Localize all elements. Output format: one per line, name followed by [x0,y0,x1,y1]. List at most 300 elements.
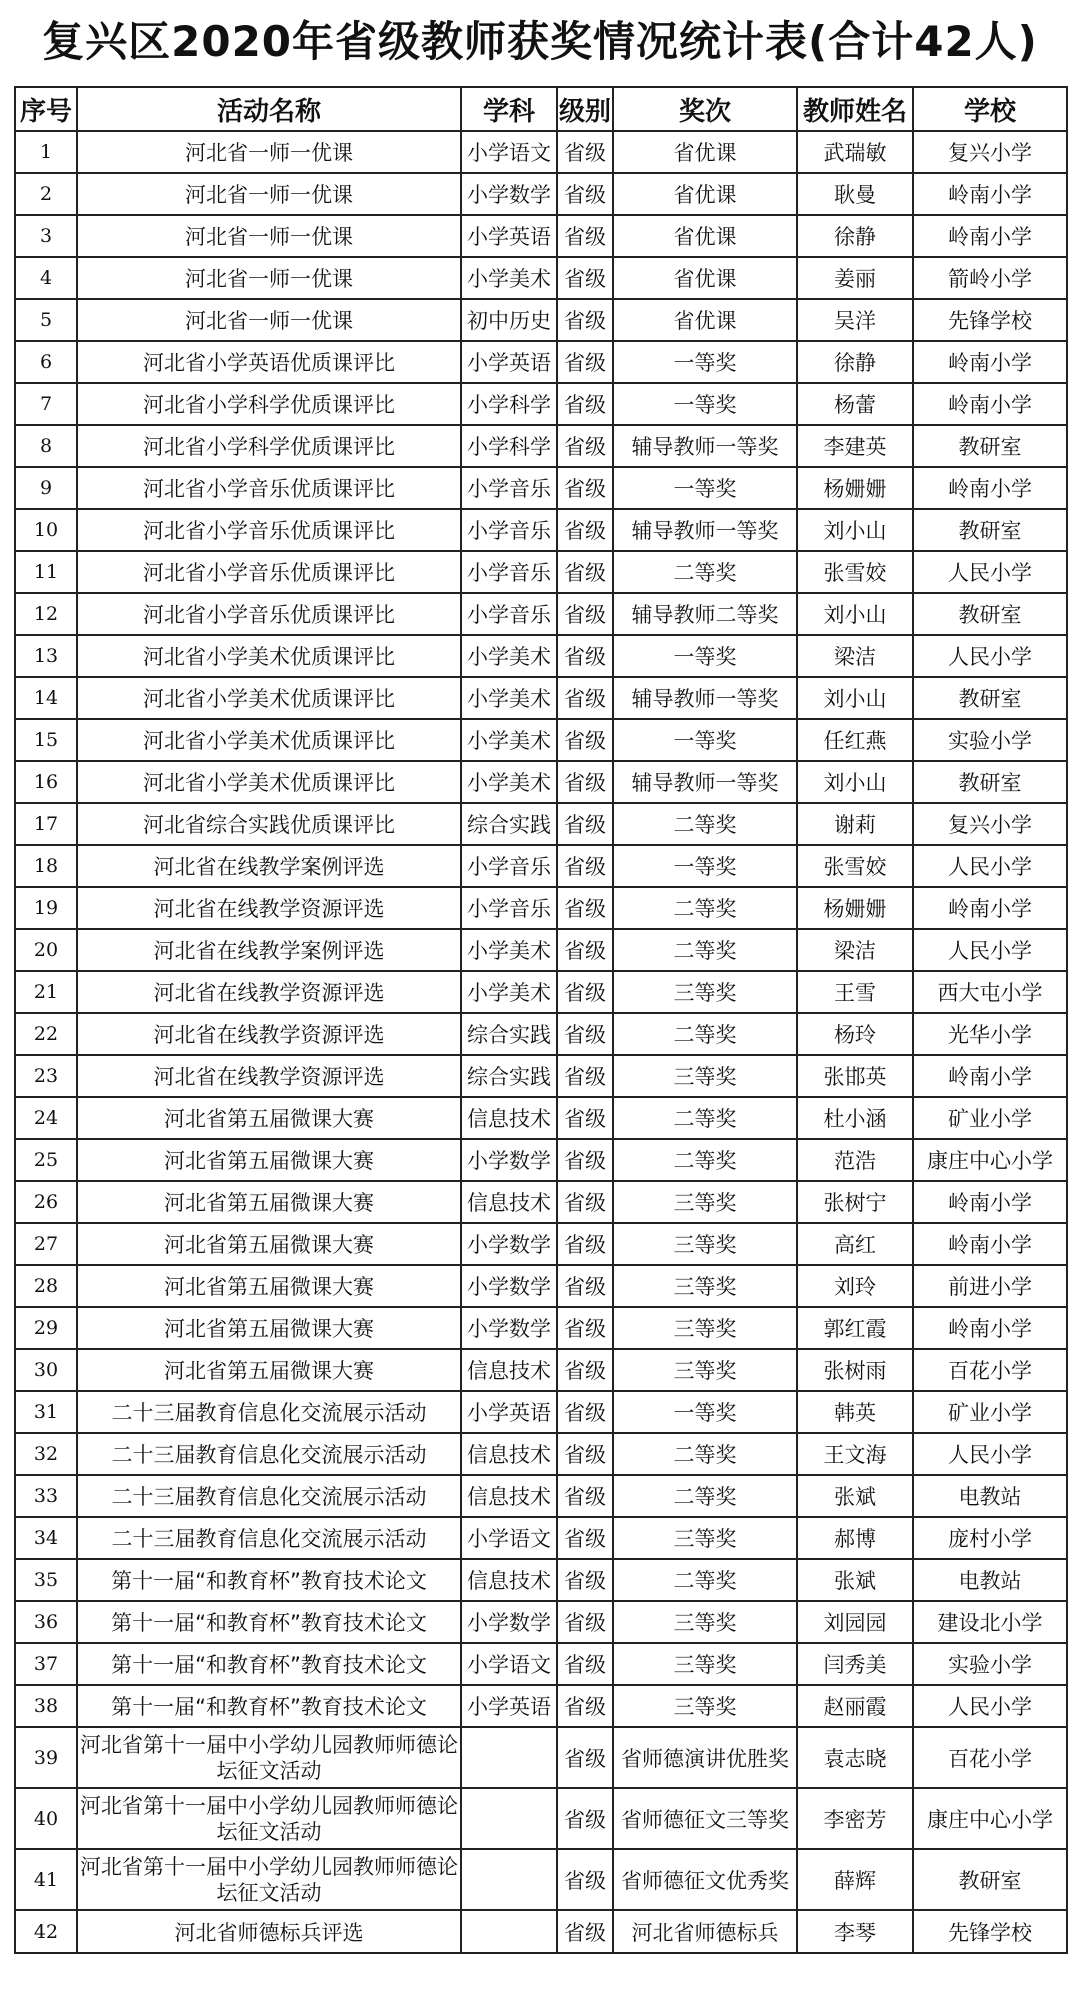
table-row [15,971,1067,1013]
cell-activity: 河北省在线教学案例评选 [77,845,461,887]
cell-subject: 小学数学 [461,1265,557,1307]
cell-level: 省级 [557,131,613,173]
table-row [15,341,1067,383]
table-row [15,1517,1067,1559]
cell-school: 西大屯小学 [913,971,1067,1013]
cell-activity: 第十一届“和教育杯”教育技术论文 [77,1559,461,1601]
cell-teacher: 李密芳 [797,1788,913,1849]
cell-subject: 小学音乐 [461,593,557,635]
cell-teacher: 李琴 [797,1910,913,1953]
cell-teacher: 袁志晓 [797,1727,913,1788]
cell-school: 实验小学 [913,719,1067,761]
cell-award: 省优课 [613,257,797,299]
cell-activity: 河北省小学音乐优质课评比 [77,509,461,551]
table-row [15,551,1067,593]
cell-level: 省级 [557,1601,613,1643]
cell-award: 三等奖 [613,971,797,1013]
cell-index: 17 [15,803,77,845]
cell-index: 12 [15,593,77,635]
cell-index: 27 [15,1223,77,1265]
cell-teacher: 郭红霞 [797,1307,913,1349]
cell-subject: 小学美术 [461,971,557,1013]
table-row [15,383,1067,425]
cell-index: 4 [15,257,77,299]
cell-school: 人民小学 [913,1685,1067,1727]
cell-activity: 河北省小学音乐优质课评比 [77,593,461,635]
cell-school: 矿业小学 [913,1097,1067,1139]
cell-index: 24 [15,1097,77,1139]
cell-activity: 河北省小学美术优质课评比 [77,635,461,677]
cell-school: 康庄中心小学 [913,1788,1067,1849]
cell-award: 二等奖 [613,1097,797,1139]
table-row [15,803,1067,845]
cell-award: 三等奖 [613,1055,797,1097]
cell-award: 一等奖 [613,341,797,383]
cell-teacher: 刘小山 [797,761,913,803]
cell-subject: 小学数学 [461,1307,557,1349]
cell-school: 岭南小学 [913,467,1067,509]
cell-school: 岭南小学 [913,1223,1067,1265]
cell-level: 省级 [557,1097,613,1139]
cell-level: 省级 [557,845,613,887]
cell-teacher: 梁洁 [797,929,913,971]
table-row [15,257,1067,299]
cell-teacher: 杨姗姗 [797,467,913,509]
cell-index: 5 [15,299,77,341]
cell-teacher: 张树雨 [797,1349,913,1391]
cell-teacher: 薛辉 [797,1849,913,1910]
cell-index: 30 [15,1349,77,1391]
cell-subject [461,1849,557,1910]
table-row [15,593,1067,635]
cell-index: 23 [15,1055,77,1097]
cell-award: 一等奖 [613,635,797,677]
cell-index: 9 [15,467,77,509]
table-row [15,425,1067,467]
cell-teacher: 刘玲 [797,1265,913,1307]
cell-subject: 小学语文 [461,131,557,173]
cell-subject: 小学美术 [461,677,557,719]
cell-teacher: 范浩 [797,1139,913,1181]
cell-subject: 综合实践 [461,1013,557,1055]
cell-subject: 小学音乐 [461,887,557,929]
cell-subject: 小学英语 [461,1391,557,1433]
table-header-row [15,87,1067,131]
cell-subject: 信息技术 [461,1181,557,1223]
cell-subject [461,1788,557,1849]
cell-activity: 河北省小学美术优质课评比 [77,761,461,803]
cell-index: 2 [15,173,77,215]
cell-award: 三等奖 [613,1643,797,1685]
cell-school: 庞村小学 [913,1517,1067,1559]
header-award: 奖次 [613,87,797,131]
cell-school: 教研室 [913,677,1067,719]
cell-teacher: 耿曼 [797,173,913,215]
cell-award: 三等奖 [613,1685,797,1727]
table-row [15,1265,1067,1307]
cell-school: 教研室 [913,425,1067,467]
table-body [15,131,1067,1953]
cell-level: 省级 [557,1475,613,1517]
cell-level: 省级 [557,467,613,509]
cell-activity: 河北省第五届微课大赛 [77,1349,461,1391]
header-activity: 活动名称 [77,87,461,131]
cell-school: 教研室 [913,1849,1067,1910]
cell-index: 18 [15,845,77,887]
cell-subject: 小学美术 [461,929,557,971]
cell-teacher: 郝博 [797,1517,913,1559]
cell-school: 人民小学 [913,635,1067,677]
cell-school: 先锋学校 [913,1910,1067,1953]
cell-index: 10 [15,509,77,551]
cell-school: 百花小学 [913,1727,1067,1788]
cell-award: 省师德征文三等奖 [613,1788,797,1849]
cell-award: 二等奖 [613,1433,797,1475]
cell-level: 省级 [557,887,613,929]
header-subject: 学科 [461,87,557,131]
cell-level: 省级 [557,383,613,425]
cell-index: 34 [15,1517,77,1559]
cell-subject: 信息技术 [461,1097,557,1139]
cell-activity: 第十一届“和教育杯”教育技术论文 [77,1643,461,1685]
cell-index: 3 [15,215,77,257]
cell-award: 河北省师德标兵 [613,1910,797,1953]
cell-school: 教研室 [913,509,1067,551]
cell-level: 省级 [557,1559,613,1601]
cell-teacher: 杜小涵 [797,1097,913,1139]
cell-teacher: 武瑞敏 [797,131,913,173]
table-row [15,677,1067,719]
cell-teacher: 杨蕾 [797,383,913,425]
table-row [15,1097,1067,1139]
cell-index: 25 [15,1139,77,1181]
cell-school: 建设北小学 [913,1601,1067,1643]
cell-level: 省级 [557,761,613,803]
cell-teacher: 张雪姣 [797,551,913,593]
cell-index: 42 [15,1910,77,1953]
cell-activity: 河北省在线教学资源评选 [77,1055,461,1097]
cell-index: 22 [15,1013,77,1055]
table-row [15,299,1067,341]
cell-award: 省优课 [613,131,797,173]
cell-teacher: 张树宁 [797,1181,913,1223]
cell-teacher: 谢莉 [797,803,913,845]
cell-level: 省级 [557,1349,613,1391]
cell-subject [461,1727,557,1788]
table-row [15,173,1067,215]
cell-level: 省级 [557,971,613,1013]
cell-award: 二等奖 [613,1139,797,1181]
cell-teacher: 任红燕 [797,719,913,761]
cell-index: 16 [15,761,77,803]
table-row [15,845,1067,887]
cell-level: 省级 [557,1849,613,1910]
cell-award: 二等奖 [613,803,797,845]
cell-award: 一等奖 [613,845,797,887]
cell-subject: 小学数学 [461,1139,557,1181]
cell-teacher: 张斌 [797,1559,913,1601]
cell-school: 岭南小学 [913,887,1067,929]
table-row [15,1727,1067,1788]
cell-index: 40 [15,1788,77,1849]
cell-subject: 小学美术 [461,719,557,761]
cell-teacher: 刘园园 [797,1601,913,1643]
cell-award: 二等奖 [613,1013,797,1055]
cell-school: 人民小学 [913,929,1067,971]
cell-teacher: 张斌 [797,1475,913,1517]
table-row [15,1391,1067,1433]
cell-activity: 河北省综合实践优质课评比 [77,803,461,845]
table-row [15,719,1067,761]
table-row [15,131,1067,173]
cell-school: 人民小学 [913,551,1067,593]
cell-level: 省级 [557,341,613,383]
cell-award: 一等奖 [613,1391,797,1433]
cell-subject: 初中历史 [461,299,557,341]
cell-level: 省级 [557,1685,613,1727]
table-row [15,1055,1067,1097]
cell-subject: 小学语文 [461,1517,557,1559]
cell-subject: 小学英语 [461,341,557,383]
cell-subject: 信息技术 [461,1433,557,1475]
cell-teacher: 王雪 [797,971,913,1013]
header-index: 序号 [15,87,77,131]
table-row [15,1139,1067,1181]
cell-index: 19 [15,887,77,929]
cell-award: 二等奖 [613,1475,797,1517]
cell-level: 省级 [557,1223,613,1265]
cell-index: 32 [15,1433,77,1475]
cell-level: 省级 [557,1055,613,1097]
cell-award: 辅导教师一等奖 [613,761,797,803]
cell-subject: 小学美术 [461,761,557,803]
cell-teacher: 刘小山 [797,593,913,635]
cell-school: 教研室 [913,593,1067,635]
cell-teacher: 赵丽霞 [797,1685,913,1727]
cell-activity: 河北省小学科学优质课评比 [77,425,461,467]
cell-school: 岭南小学 [913,383,1067,425]
table-row [15,1910,1067,1953]
cell-index: 39 [15,1727,77,1788]
cell-activity: 河北省小学音乐优质课评比 [77,551,461,593]
cell-award: 二等奖 [613,551,797,593]
cell-activity: 第十一届“和教育杯”教育技术论文 [77,1601,461,1643]
header-teacher: 教师姓名 [797,87,913,131]
cell-teacher: 李建英 [797,425,913,467]
cell-school: 百花小学 [913,1349,1067,1391]
table-row [15,887,1067,929]
cell-award: 二等奖 [613,887,797,929]
cell-school: 岭南小学 [913,1307,1067,1349]
cell-award: 二等奖 [613,929,797,971]
cell-level: 省级 [557,257,613,299]
table-row [15,1788,1067,1849]
table-row [15,1643,1067,1685]
table-row [15,1433,1067,1475]
cell-index: 6 [15,341,77,383]
cell-level: 省级 [557,1013,613,1055]
cell-activity: 河北省第十一届中小学幼儿园教师师德论坛征文活动 [77,1788,461,1849]
cell-award: 一等奖 [613,383,797,425]
cell-award: 三等奖 [613,1601,797,1643]
cell-award: 三等奖 [613,1223,797,1265]
table-row [15,1559,1067,1601]
table-row [15,929,1067,971]
cell-subject: 小学语文 [461,1643,557,1685]
cell-index: 7 [15,383,77,425]
cell-school: 人民小学 [913,845,1067,887]
cell-subject: 小学数学 [461,1223,557,1265]
cell-activity: 河北省在线教学案例评选 [77,929,461,971]
cell-school: 复兴小学 [913,131,1067,173]
cell-index: 15 [15,719,77,761]
cell-activity: 河北省一师一优课 [77,131,461,173]
cell-level: 省级 [557,803,613,845]
cell-level: 省级 [557,1181,613,1223]
cell-index: 11 [15,551,77,593]
cell-subject: 信息技术 [461,1349,557,1391]
cell-award: 省优课 [613,215,797,257]
table-row [15,635,1067,677]
cell-level: 省级 [557,551,613,593]
cell-index: 26 [15,1181,77,1223]
cell-subject: 小学音乐 [461,467,557,509]
cell-award: 辅导教师二等奖 [613,593,797,635]
cell-activity: 河北省第十一届中小学幼儿园教师师德论坛征文活动 [77,1849,461,1910]
cell-teacher: 张雪姣 [797,845,913,887]
cell-subject: 综合实践 [461,1055,557,1097]
cell-school: 实验小学 [913,1643,1067,1685]
cell-level: 省级 [557,1139,613,1181]
cell-level: 省级 [557,1307,613,1349]
cell-index: 8 [15,425,77,467]
cell-activity: 河北省第五届微课大赛 [77,1307,461,1349]
cell-subject [461,1910,557,1953]
cell-activity: 二十三届教育信息化交流展示活动 [77,1517,461,1559]
cell-activity: 河北省一师一优课 [77,173,461,215]
cell-level: 省级 [557,299,613,341]
cell-school: 复兴小学 [913,803,1067,845]
cell-activity: 河北省一师一优课 [77,215,461,257]
cell-subject: 小学数学 [461,173,557,215]
cell-award: 省师德演讲优胜奖 [613,1727,797,1788]
cell-activity: 河北省第五届微课大赛 [77,1097,461,1139]
cell-activity: 二十三届教育信息化交流展示活动 [77,1475,461,1517]
cell-subject: 小学音乐 [461,509,557,551]
cell-activity: 河北省小学美术优质课评比 [77,719,461,761]
cell-teacher: 杨玲 [797,1013,913,1055]
cell-teacher: 徐静 [797,215,913,257]
cell-school: 光华小学 [913,1013,1067,1055]
cell-level: 省级 [557,173,613,215]
cell-teacher: 梁洁 [797,635,913,677]
table-row [15,1685,1067,1727]
header-level: 级别 [557,87,613,131]
cell-activity: 二十三届教育信息化交流展示活动 [77,1391,461,1433]
cell-subject: 小学音乐 [461,845,557,887]
cell-activity: 河北省一师一优课 [77,299,461,341]
cell-level: 省级 [557,677,613,719]
table-row [15,1849,1067,1910]
cell-award: 三等奖 [613,1349,797,1391]
table-row [15,1223,1067,1265]
awards-table [14,86,1068,1954]
header-school: 学校 [913,87,1067,131]
cell-school: 岭南小学 [913,341,1067,383]
cell-award: 省师德征文优秀奖 [613,1849,797,1910]
cell-index: 35 [15,1559,77,1601]
cell-level: 省级 [557,929,613,971]
cell-teacher: 王文海 [797,1433,913,1475]
cell-level: 省级 [557,1727,613,1788]
cell-level: 省级 [557,719,613,761]
cell-level: 省级 [557,509,613,551]
cell-school: 岭南小学 [913,173,1067,215]
cell-activity: 河北省在线教学资源评选 [77,1013,461,1055]
cell-school: 箭岭小学 [913,257,1067,299]
cell-award: 三等奖 [613,1181,797,1223]
cell-level: 省级 [557,425,613,467]
cell-level: 省级 [557,215,613,257]
cell-level: 省级 [557,1910,613,1953]
cell-subject: 综合实践 [461,803,557,845]
cell-activity: 河北省在线教学资源评选 [77,971,461,1013]
cell-subject: 小学美术 [461,257,557,299]
table-row [15,1601,1067,1643]
cell-award: 一等奖 [613,719,797,761]
cell-level: 省级 [557,1643,613,1685]
cell-award: 辅导教师一等奖 [613,677,797,719]
table-row [15,1349,1067,1391]
cell-activity: 河北省小学英语优质课评比 [77,341,461,383]
cell-teacher: 杨姗姗 [797,887,913,929]
cell-index: 31 [15,1391,77,1433]
cell-activity: 河北省第五届微课大赛 [77,1265,461,1307]
cell-teacher: 闫秀美 [797,1643,913,1685]
cell-teacher: 韩英 [797,1391,913,1433]
cell-teacher: 吴洋 [797,299,913,341]
cell-activity: 河北省小学美术优质课评比 [77,677,461,719]
cell-teacher: 徐静 [797,341,913,383]
cell-activity: 二十三届教育信息化交流展示活动 [77,1433,461,1475]
cell-index: 13 [15,635,77,677]
table-row [15,761,1067,803]
cell-index: 37 [15,1643,77,1685]
cell-teacher: 张邯英 [797,1055,913,1097]
cell-level: 省级 [557,1788,613,1849]
cell-subject: 小学美术 [461,635,557,677]
table-row [15,1181,1067,1223]
cell-subject: 小学英语 [461,1685,557,1727]
cell-subject: 信息技术 [461,1559,557,1601]
cell-award: 辅导教师一等奖 [613,509,797,551]
cell-award: 二等奖 [613,1559,797,1601]
cell-subject: 小学音乐 [461,551,557,593]
table-row [15,1307,1067,1349]
table-row [15,1013,1067,1055]
cell-level: 省级 [557,593,613,635]
cell-award: 辅导教师一等奖 [613,425,797,467]
cell-award: 三等奖 [613,1265,797,1307]
cell-level: 省级 [557,1433,613,1475]
cell-award: 三等奖 [613,1517,797,1559]
cell-school: 电教站 [913,1475,1067,1517]
table-row [15,1475,1067,1517]
cell-subject: 小学科学 [461,425,557,467]
cell-activity: 河北省一师一优课 [77,257,461,299]
cell-school: 矿业小学 [913,1391,1067,1433]
cell-school: 电教站 [913,1559,1067,1601]
